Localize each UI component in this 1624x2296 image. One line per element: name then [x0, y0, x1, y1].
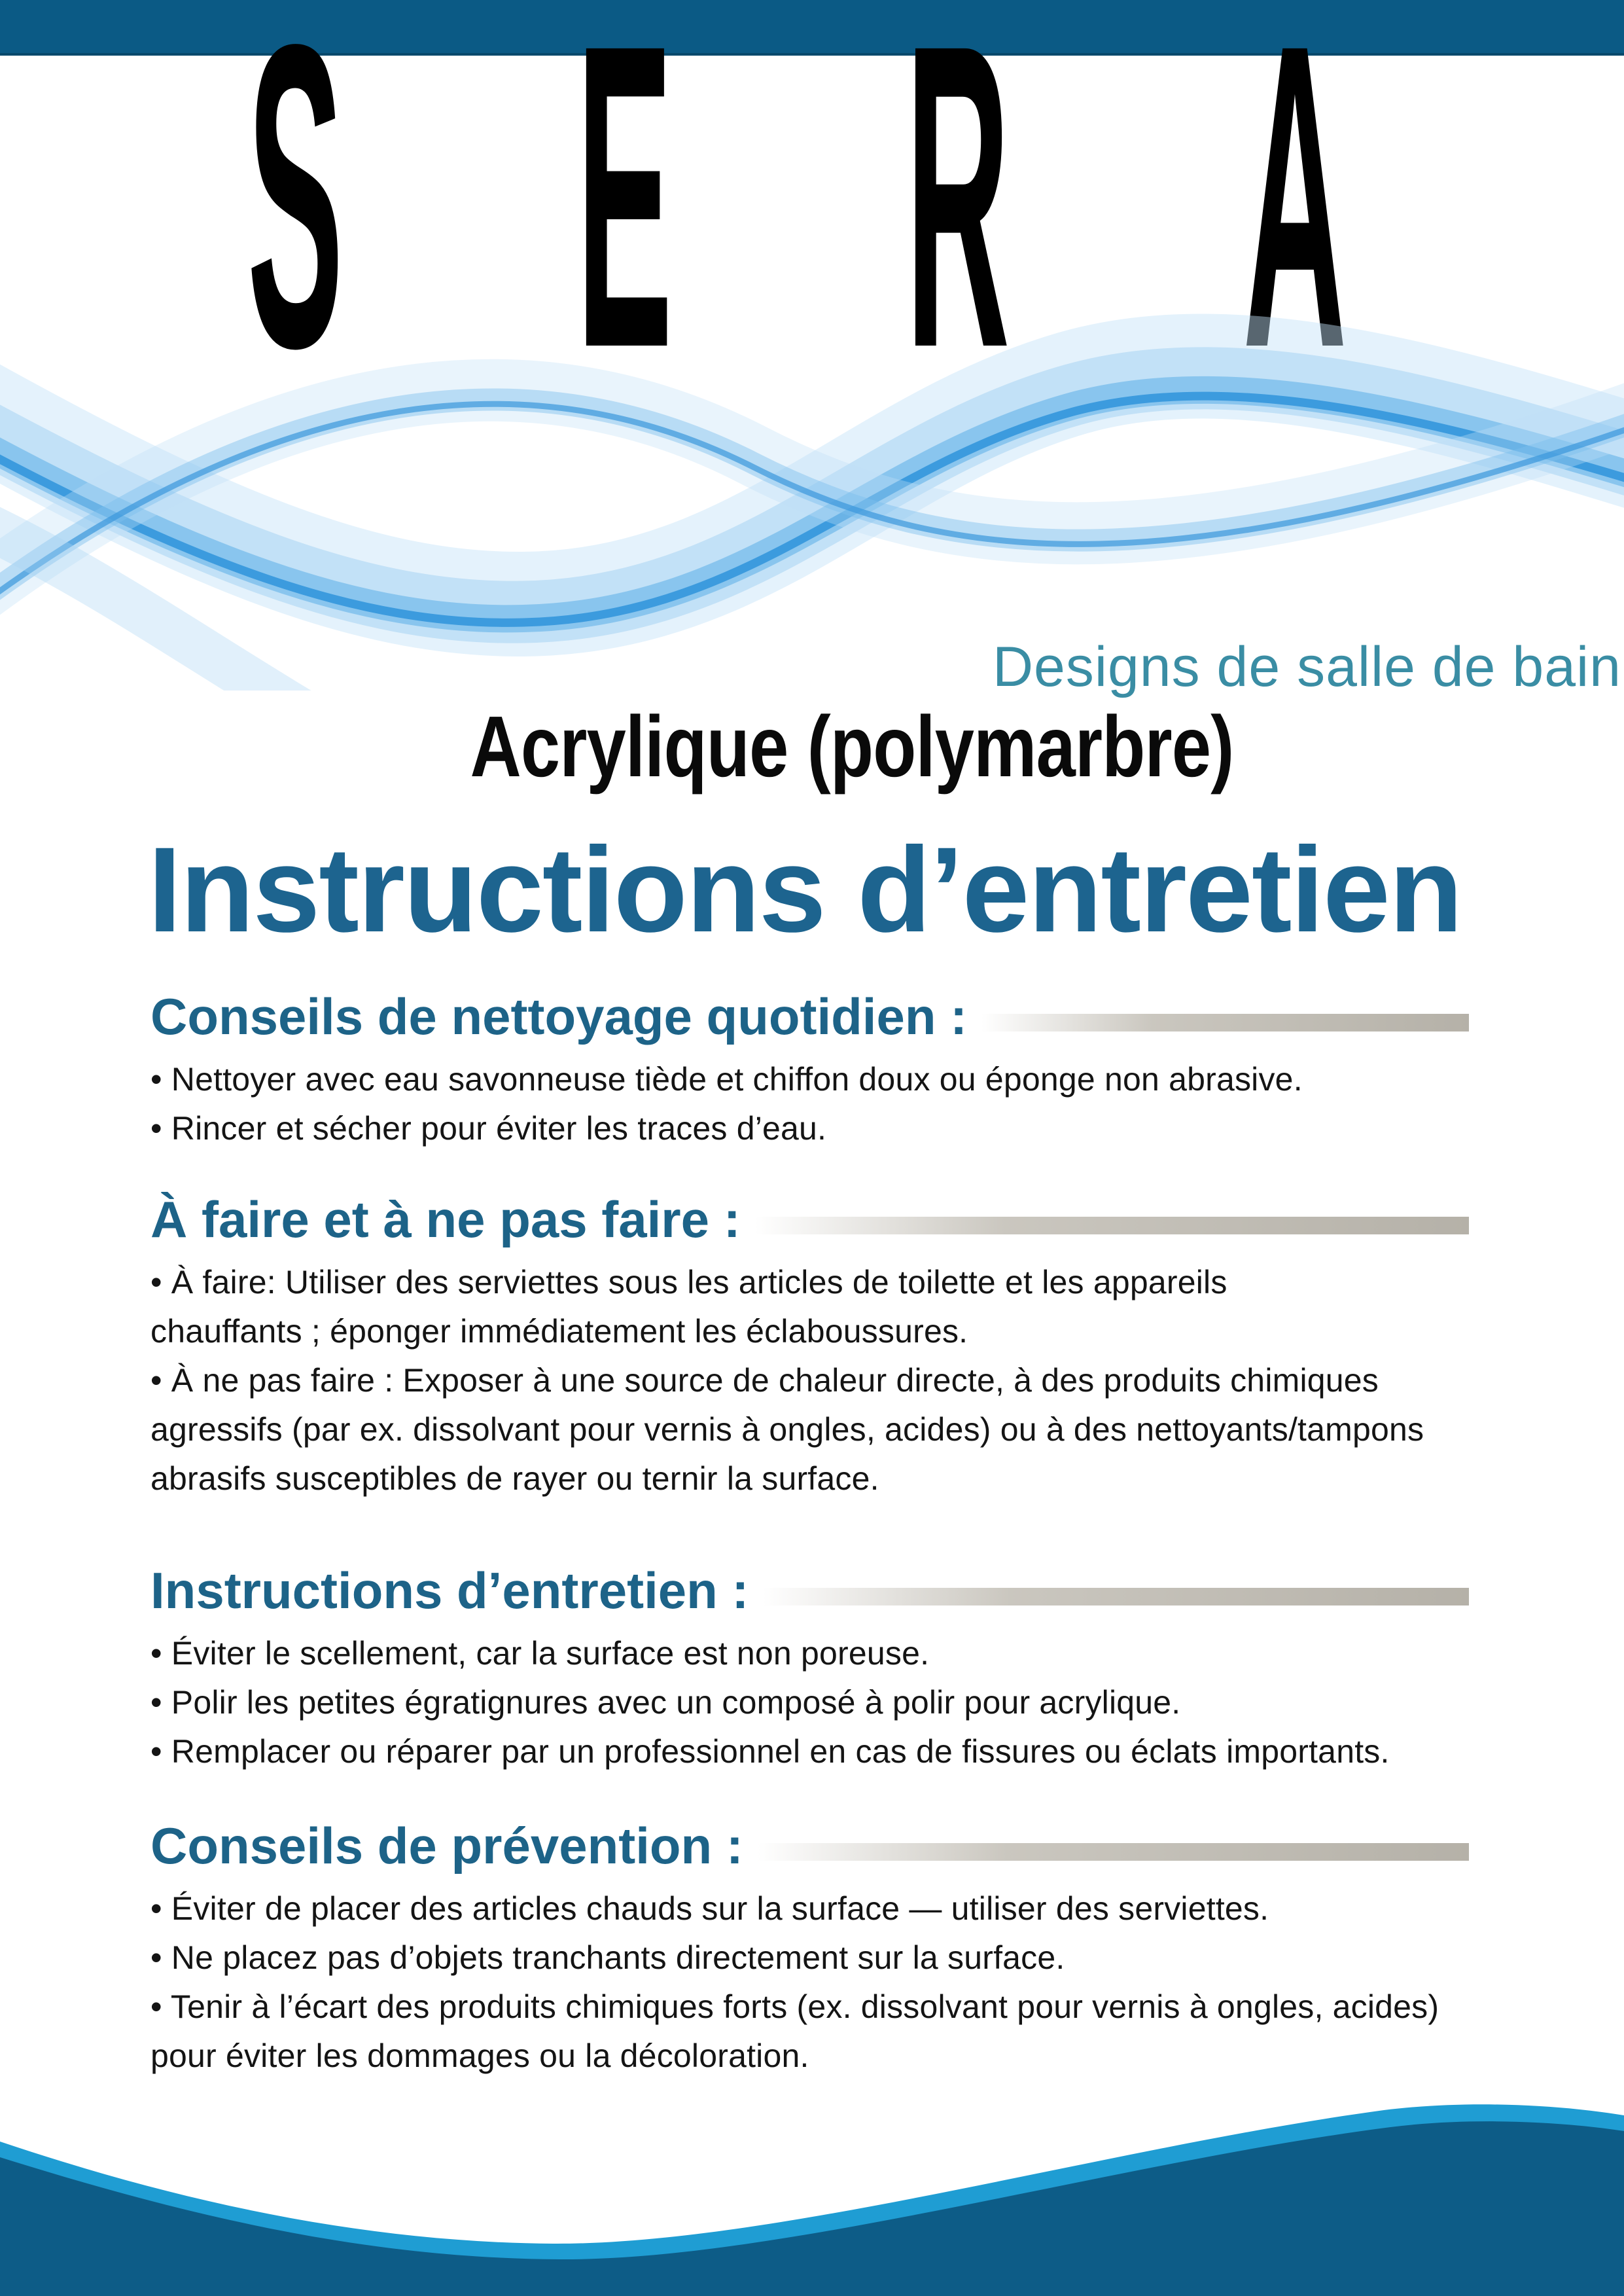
section-heading: À faire et à ne pas faire : [150, 1191, 741, 1248]
section-heading: Instructions d’entretien : [150, 1562, 749, 1619]
footer-wave-graphic [0, 2087, 1624, 2296]
bullet-line: agressifs (par ex. dissolvant pour vernis à ongles, acides) ou à des nettoyants/tampons [150, 1411, 1424, 1448]
section-body [150, 1258, 1624, 1503]
section-prevention-tips [150, 1815, 1624, 2081]
page-title: Instructions d’entretien [148, 823, 1462, 958]
brand-tagline: Designs de salle de bain [992, 636, 1621, 698]
section-body [150, 1884, 1624, 2081]
heading-divider-bar [758, 1843, 1469, 1861]
bullet-line: • Polir les petites égratignures avec un composé à polir pour acrylique. [150, 1684, 1181, 1721]
bullet-line: chauffants ; éponger immédiatement les éclaboussures. [150, 1313, 968, 1350]
section-dos-donts [150, 1189, 1624, 1503]
section-header [150, 1560, 1624, 1621]
material-subtitle: Acrylique (polymarbre) [470, 698, 1234, 795]
section-body [150, 1629, 1624, 1776]
bullet-line: abrasifs susceptibles de rayer ou ternir la surface. [150, 1460, 879, 1497]
heading-divider-bar [981, 1014, 1469, 1031]
bullet-line: • Éviter le scellement, car la surface est non poreuse. [150, 1635, 930, 1672]
section-header [150, 986, 1624, 1047]
bullet-line: • À faire: Utiliser des serviettes sous les articles de toilette et les appareils [150, 1264, 1227, 1300]
bullet-line: • Rincer et sécher pour éviter les traces d’eau. [150, 1110, 827, 1147]
heading-divider-bar [755, 1217, 1469, 1234]
bullet-line: • Tenir à l’écart des produits chimiques forts (ex. dissolvant pour vernis à ongles, acides) [150, 1988, 1439, 2025]
bullet-line: • Éviter de placer des articles chauds sur la surface — utiliser des serviettes. [150, 1890, 1269, 1927]
bullet-line: pour éviter les dommages ou la décoloration. [150, 2037, 809, 2074]
section-daily-cleaning [150, 986, 1624, 1153]
section-heading: Conseils de nettoyage quotidien : [150, 988, 968, 1045]
section-care-instructions [150, 1560, 1624, 1776]
section-header [150, 1189, 1624, 1250]
brand-logo: SERA [247, 0, 1580, 438]
section-header [150, 1815, 1624, 1876]
section-heading: Conseils de prévention : [150, 1817, 743, 1874]
bullet-line: • Remplacer ou réparer par un professionnel en cas de fissures ou éclats importants. [150, 1733, 1390, 1770]
section-body [150, 1055, 1624, 1153]
bullet-line: • À ne pas faire : Exposer à une source de chaleur directe, à des produits chimiques [150, 1362, 1379, 1399]
bullet-line: • Ne placez pas d’objets tranchants directement sur la surface. [150, 1939, 1065, 1976]
bullet-line: • Nettoyer avec eau savonneuse tiède et chiffon doux ou éponge non abrasive. [150, 1061, 1303, 1098]
heading-divider-bar [763, 1588, 1469, 1605]
